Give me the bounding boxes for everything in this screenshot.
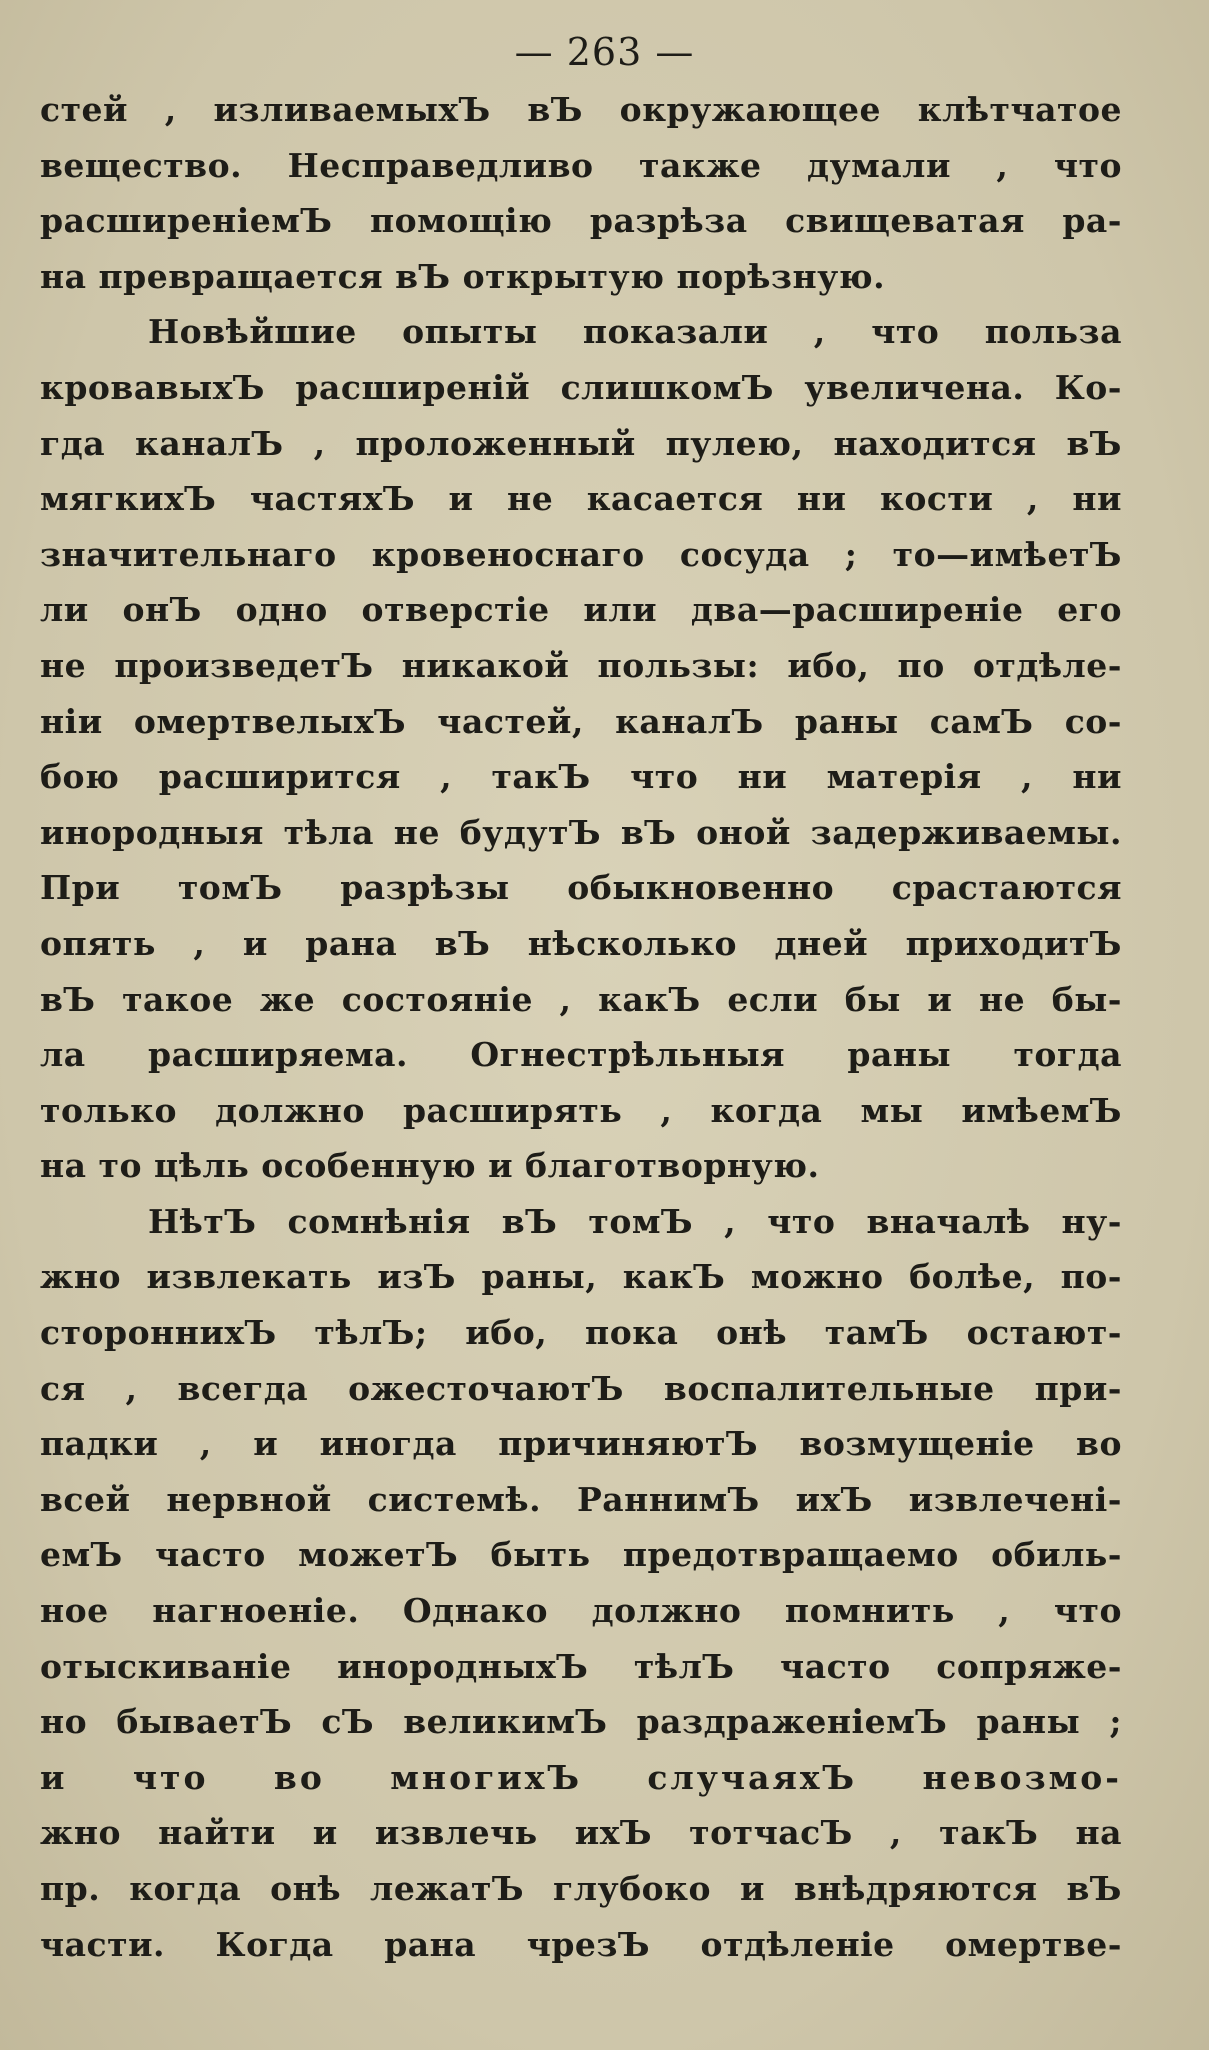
text-line: не произведетЪ никакой пользы: ибо, по отдѣле- [40,645,1122,685]
text-line: НѣтЪ сомнѣнiя вЪ томЪ , что вначалѣ ну- [148,1201,1122,1241]
text-line: расширенiемЪ помощiю разрѣза свищеватая ра- [40,201,1122,241]
text-line: Новѣйшие опыты показали , что польза [148,312,1122,352]
text-line: жно извлекать изЪ раны, какЪ можно болѣе, по- [40,1257,1122,1297]
body-text [40,82,1122,1972]
text-line: жно найти и извлечь ихЪ тотчасЪ , такЪ на [40,1813,1122,1853]
text-line: вещество. Несправедливо также думали , что [40,145,1122,185]
text-line: пр. когда онѣ лежатЪ глубоко и внѣдряются вЪ [40,1869,1122,1908]
text-line: вЪ такое же состоянiе , какЪ если бы и не бы- [40,979,1122,1019]
text-line: кровавыхЪ расширенiй слишкомЪ увеличена. Ко- [40,367,1122,407]
text-line: ное нагноенiе. Однако должно помнить , что [40,1591,1122,1631]
text-line: нiи омертвелыхЪ частей, каналЪ раны самЪ со- [40,701,1122,741]
text-line: стей , изливаемыхЪ вЪ окружающее клѣтчатое [40,90,1122,129]
text-line: части. Когда рана чрезЪ отдѣленiе омертве- [40,1924,1122,1964]
text-line: на то цѣль особенную и благотворную. [40,1146,820,1186]
text-line: но бываетЪ сЪ великимЪ раздраженiемЪ раны ; [40,1702,1122,1742]
text-line: инородныя тѣла не будутЪ вЪ оной задерживаемы. [40,812,1122,852]
text-line: только должно расширять , когда мы имѣемЪ [40,1090,1122,1130]
text-line: ли онЪ одно отверстiе или два—расширенiе его [40,590,1122,630]
text-line: мягкихЪ частяхЪ и не касается ни кости , ни [40,479,1122,519]
text-line: значительнаго кровеноснаго сосуда ; то—имѣетЪ [40,534,1122,574]
text-line: бою расширится , такЪ что ни матерiя , ни [40,757,1122,797]
text-line: опять , и рана вЪ нѣсколько дней приходитЪ [40,923,1122,963]
text-line: ся , всегда ожесточаютЪ воспалительные при- [40,1368,1122,1408]
text-line: При томЪ разрѣзы обыкновенно срастаются [40,868,1122,908]
text-line: и что во многихЪ случаяхЪ невозмо- [40,1757,1122,1797]
text-line: ла расширяема. Огнестрѣльныя раны тогда [40,1035,1122,1075]
page-number: — 263 — [514,30,695,74]
text-line: емЪ часто можетЪ быть предотвращаемо обиль- [40,1535,1122,1575]
text-line: на превращается вЪ открытую порѣзную. [40,256,886,296]
text-line: падки , и иногда причиняютЪ возмущенiе во [40,1424,1122,1464]
text-line: стороннихЪ тѣлЪ; ибо, пока онѣ тамЪ остают- [40,1313,1122,1353]
text-line: отыскиванiе инородныхЪ тѣлЪ часто сопряже- [40,1646,1122,1686]
text-line: всей нервной системѣ. РаннимЪ ихЪ извлеченi- [40,1479,1122,1519]
text-line: гда каналЪ , проложенный пулею, находится вЪ [40,423,1122,463]
